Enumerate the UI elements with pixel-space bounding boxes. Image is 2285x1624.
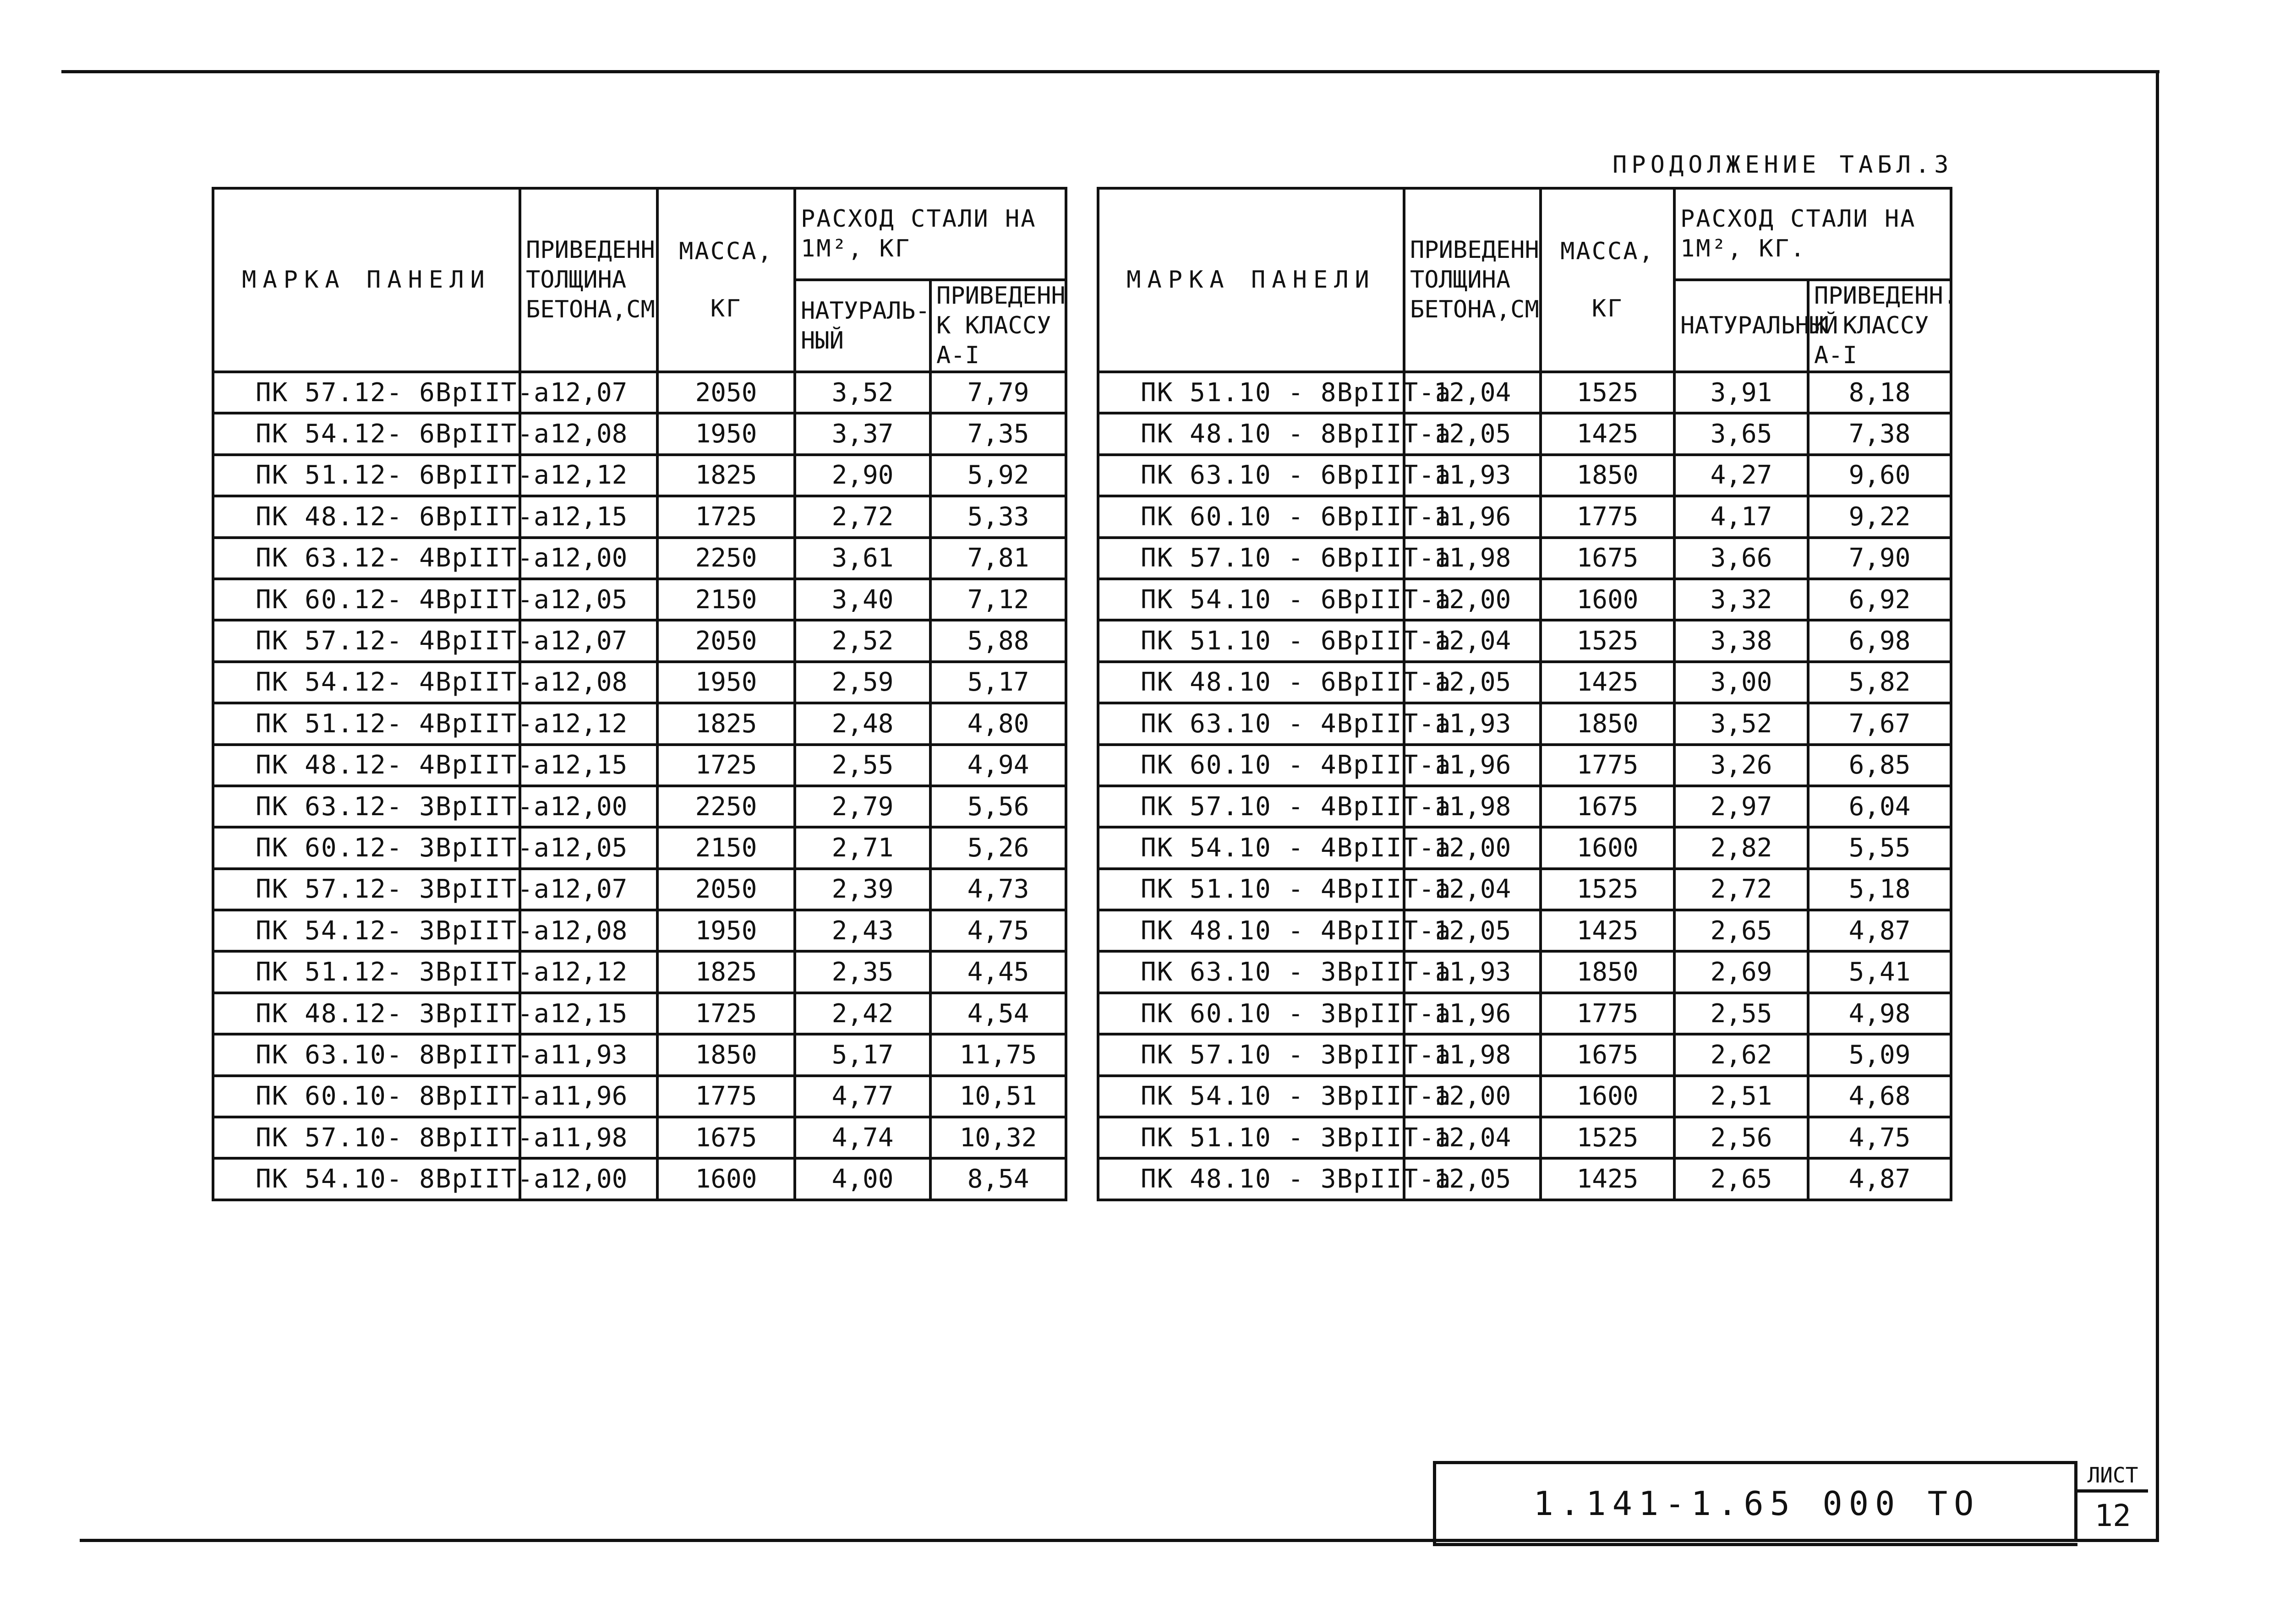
header-massa-label: МАССА,	[679, 237, 773, 265]
mass-cell: 1425	[1541, 413, 1674, 454]
table-row	[1098, 496, 1951, 537]
mass-cell: 1675	[1541, 786, 1674, 827]
thickness-cell: 12,04	[1404, 372, 1541, 413]
table-row	[213, 372, 1066, 413]
table-row	[213, 1076, 1066, 1117]
steel-natural-cell: 2,55	[795, 745, 930, 786]
steel-natural-cell: 2,65	[1674, 1158, 1808, 1199]
sheet-label: ЛИСТ	[2077, 1461, 2148, 1493]
table-row	[1098, 1158, 1951, 1199]
steel-reduced-cell: 5,82	[1808, 662, 1951, 703]
steel-natural-cell: 2,62	[1674, 1034, 1808, 1075]
steel-natural-cell: 2,65	[1674, 910, 1808, 951]
table-row	[213, 703, 1066, 744]
thickness-cell: 12,15	[520, 745, 657, 786]
mass-cell: 1950	[657, 662, 795, 703]
panel-mark-cell: ПК 63.10 - 3ВрIIТ-а	[1098, 951, 1404, 992]
panel-mark-cell: ПК 51.12- 3ВрIIТ-а	[213, 951, 520, 992]
thickness-cell: 12,04	[1404, 1117, 1541, 1158]
panel-mark-cell: ПК 48.12- 6ВрIIТ-а	[213, 496, 520, 537]
steel-reduced-cell: 6,85	[1808, 745, 1951, 786]
mass-cell: 1425	[1541, 910, 1674, 951]
mass-cell: 1675	[1541, 1034, 1674, 1075]
steel-natural-cell: 3,52	[795, 372, 930, 413]
mass-cell: 2050	[657, 372, 795, 413]
panel-mark-cell: ПК 48.10 - 6ВрIIТ-а	[1098, 662, 1404, 703]
steel-reduced-cell: 4,98	[1808, 993, 1951, 1034]
panel-mark-cell: ПК 63.12- 3ВрIIТ-а	[213, 786, 520, 827]
panel-mark-cell: ПК 54.12- 3ВрIIТ-а	[213, 910, 520, 951]
table-row	[1098, 869, 1951, 910]
table-row	[1098, 662, 1951, 703]
left-table	[212, 187, 1067, 1201]
title-block-code: 1.141-1.65 000 ТО	[1433, 1461, 2077, 1546]
table-caption: ПРОДОЛЖЕНИЕ ТАБЛ.3	[1613, 151, 1953, 179]
table-row	[213, 827, 1066, 868]
panel-mark-cell: ПК 57.10 - 4ВрIIТ-а	[1098, 786, 1404, 827]
header-naturalny: НАТУРАЛЬНЫЙ	[1674, 280, 1808, 372]
mass-cell: 1850	[1541, 951, 1674, 992]
steel-reduced-cell: 10,32	[930, 1117, 1066, 1158]
panel-mark-cell: ПК 51.12- 4ВрIIТ-а	[213, 703, 520, 744]
header-naturalny: НАТУРАЛЬ-НЫЙ	[795, 280, 930, 372]
panel-mark-cell: ПК 48.12- 3ВрIIТ-а	[213, 993, 520, 1034]
steel-reduced-cell: 4,54	[930, 993, 1066, 1034]
steel-reduced-cell: 5,41	[1808, 951, 1951, 992]
table-row	[213, 993, 1066, 1034]
table-row	[1098, 413, 1951, 454]
thickness-cell: 11,93	[1404, 455, 1541, 496]
steel-natural-cell: 4,27	[1674, 455, 1808, 496]
steel-natural-cell: 3,52	[1674, 703, 1808, 744]
mass-cell: 1825	[657, 951, 795, 992]
steel-reduced-cell: 8,18	[1808, 372, 1951, 413]
steel-natural-cell: 2,43	[795, 910, 930, 951]
steel-reduced-cell: 8,54	[930, 1158, 1066, 1199]
mass-cell: 1825	[657, 703, 795, 744]
steel-natural-cell: 4,00	[795, 1158, 930, 1199]
steel-reduced-cell: 11,75	[930, 1034, 1066, 1075]
table-row	[213, 745, 1066, 786]
thickness-cell: 12,04	[1404, 869, 1541, 910]
steel-natural-cell: 2,35	[795, 951, 930, 992]
mass-cell: 1675	[657, 1117, 795, 1158]
steel-reduced-cell: 5,09	[1808, 1034, 1951, 1075]
frame-right-line	[2156, 70, 2159, 1540]
mass-cell: 1775	[1541, 496, 1674, 537]
panel-mark-cell: ПК 63.10 - 4ВрIIТ-а	[1098, 703, 1404, 744]
header-marka: МАРКА ПАНЕЛИ	[213, 188, 520, 372]
steel-reduced-cell: 5,33	[930, 496, 1066, 537]
steel-reduced-cell: 7,90	[1808, 538, 1951, 579]
steel-reduced-cell: 5,92	[930, 455, 1066, 496]
panel-mark-cell: ПК 51.10 - 6ВрIIТ-а	[1098, 620, 1404, 661]
steel-natural-cell: 2,71	[795, 827, 930, 868]
mass-cell: 1725	[657, 496, 795, 537]
table-row	[1098, 455, 1951, 496]
thickness-cell: 12,07	[520, 869, 657, 910]
table-row	[1098, 993, 1951, 1034]
mass-cell: 1600	[1541, 1076, 1674, 1117]
panel-mark-cell: ПК 51.10 - 4ВрIIТ-а	[1098, 869, 1404, 910]
table-row	[213, 579, 1066, 620]
mass-cell: 1600	[1541, 827, 1674, 868]
thickness-cell: 12,00	[1404, 827, 1541, 868]
table-row	[213, 455, 1066, 496]
mass-cell: 1600	[1541, 579, 1674, 620]
mass-cell: 2050	[657, 620, 795, 661]
mass-cell: 1950	[657, 413, 795, 454]
header-massa	[1541, 188, 1674, 372]
mass-cell: 1525	[1541, 869, 1674, 910]
steel-natural-cell: 2,42	[795, 993, 930, 1034]
right-table	[1097, 187, 1958, 1201]
table-row	[213, 1158, 1066, 1199]
panel-mark-cell: ПК 54.10 - 3ВрIIТ-а	[1098, 1076, 1404, 1117]
steel-natural-cell: 2,39	[795, 869, 930, 910]
panel-mark-cell: ПК 60.10- 8ВрIIТ-а	[213, 1076, 520, 1117]
steel-reduced-cell: 4,87	[1808, 910, 1951, 951]
steel-reduced-cell: 5,56	[930, 786, 1066, 827]
steel-natural-cell: 2,51	[1674, 1076, 1808, 1117]
panel-mark-cell: ПК 54.10 - 4ВрIIТ-а	[1098, 827, 1404, 868]
table-row	[213, 662, 1066, 703]
panel-mark-cell: ПК 60.10 - 4ВрIIТ-а	[1098, 745, 1404, 786]
mass-cell: 2250	[657, 786, 795, 827]
thickness-cell: 12,07	[520, 372, 657, 413]
header-massa	[657, 188, 795, 372]
steel-reduced-cell: 5,55	[1808, 827, 1951, 868]
panel-mark-cell: ПК 57.10- 8ВрIIТ-а	[213, 1117, 520, 1158]
steel-natural-cell: 2,59	[795, 662, 930, 703]
thickness-cell: 12,07	[520, 620, 657, 661]
mass-cell: 1775	[1541, 745, 1674, 786]
thickness-cell: 11,96	[1404, 745, 1541, 786]
table-row	[213, 786, 1066, 827]
steel-natural-cell: 2,97	[1674, 786, 1808, 827]
thickness-cell: 12,00	[1404, 1076, 1541, 1117]
header-tolshchina: ПРИВЕДЕНН ТОЛЩИНА БЕТОНА,СМ	[1404, 188, 1541, 372]
header-privedenny: ПРИВЕДЕНН. К КЛАССУ А-I	[1808, 280, 1951, 372]
thickness-cell: 11,96	[1404, 496, 1541, 537]
table-row	[213, 620, 1066, 661]
steel-reduced-cell: 6,92	[1808, 579, 1951, 620]
header-massa-unit: КГ	[1591, 294, 1624, 322]
frame-top-line	[61, 70, 2159, 73]
mass-cell: 1850	[657, 1034, 795, 1075]
thickness-cell: 12,08	[520, 413, 657, 454]
steel-reduced-cell: 4,45	[930, 951, 1066, 992]
panel-mark-cell: ПК 51.10 - 8ВрIIТ-а	[1098, 372, 1404, 413]
thickness-cell: 12,00	[1404, 579, 1541, 620]
steel-natural-cell: 2,72	[1674, 869, 1808, 910]
steel-natural-cell: 3,37	[795, 413, 930, 454]
panel-mark-cell: ПК 63.12- 4ВрIIТ-а	[213, 538, 520, 579]
thickness-cell: 12,15	[520, 496, 657, 537]
steel-reduced-cell: 7,35	[930, 413, 1066, 454]
mass-cell: 1850	[1541, 455, 1674, 496]
steel-natural-cell: 3,65	[1674, 413, 1808, 454]
header-marka: МАРКА ПАНЕЛИ	[1098, 188, 1404, 372]
steel-reduced-cell: 7,12	[930, 579, 1066, 620]
thickness-cell: 11,98	[1404, 538, 1541, 579]
table-row	[213, 1117, 1066, 1158]
panel-mark-cell: ПК 57.12- 6ВрIIТ-а	[213, 372, 520, 413]
steel-reduced-cell: 7,67	[1808, 703, 1951, 744]
steel-reduced-cell: 9,60	[1808, 455, 1951, 496]
steel-natural-cell: 4,74	[795, 1117, 930, 1158]
table-row	[1098, 951, 1951, 992]
mass-cell: 1600	[657, 1158, 795, 1199]
steel-natural-cell: 3,91	[1674, 372, 1808, 413]
table-row	[1098, 538, 1951, 579]
table-row	[1098, 1034, 1951, 1075]
steel-reduced-cell: 5,26	[930, 827, 1066, 868]
panel-mark-cell: ПК 54.12- 4ВрIIТ-а	[213, 662, 520, 703]
steel-natural-cell: 2,56	[1674, 1117, 1808, 1158]
steel-reduced-cell: 7,81	[930, 538, 1066, 579]
thickness-cell: 11,96	[520, 1076, 657, 1117]
thickness-cell: 11,93	[520, 1034, 657, 1075]
mass-cell: 1425	[1541, 662, 1674, 703]
mass-cell: 2150	[657, 579, 795, 620]
thickness-cell: 12,04	[1404, 620, 1541, 661]
panel-mark-cell: ПК 57.10 - 6ВрIIТ-а	[1098, 538, 1404, 579]
panel-mark-cell: ПК 48.10 - 4ВрIIТ-а	[1098, 910, 1404, 951]
thickness-cell: 11,98	[520, 1117, 657, 1158]
mass-cell: 2250	[657, 538, 795, 579]
thickness-cell: 12,12	[520, 951, 657, 992]
header-privedenny: ПРИВЕДЕНН К КЛАССУ А-I	[930, 280, 1066, 372]
panel-mark-cell: ПК 48.12- 4ВрIIТ-а	[213, 745, 520, 786]
steel-reduced-cell: 6,04	[1808, 786, 1951, 827]
sheet-box	[2074, 1461, 2148, 1540]
steel-reduced-cell: 5,88	[930, 620, 1066, 661]
steel-natural-cell: 3,61	[795, 538, 930, 579]
steel-natural-cell: 2,69	[1674, 951, 1808, 992]
steel-natural-cell: 3,38	[1674, 620, 1808, 661]
steel-natural-cell: 3,00	[1674, 662, 1808, 703]
thickness-cell: 12,00	[520, 538, 657, 579]
panel-mark-cell: ПК 60.10 - 6ВрIIТ-а	[1098, 496, 1404, 537]
steel-reduced-cell: 7,79	[930, 372, 1066, 413]
steel-reduced-cell: 4,94	[930, 745, 1066, 786]
thickness-cell: 12,05	[1404, 1158, 1541, 1199]
left-table-body	[213, 372, 1066, 1200]
table-row	[1098, 372, 1951, 413]
table-row	[1098, 620, 1951, 661]
steel-reduced-cell: 4,80	[930, 703, 1066, 744]
steel-natural-cell: 3,40	[795, 579, 930, 620]
mass-cell: 1825	[657, 455, 795, 496]
table-row	[1098, 786, 1951, 827]
panel-mark-cell: ПК 54.12- 6ВрIIТ-а	[213, 413, 520, 454]
steel-reduced-cell: 4,68	[1808, 1076, 1951, 1117]
mass-cell: 2050	[657, 869, 795, 910]
table-row	[1098, 827, 1951, 868]
steel-natural-cell: 2,82	[1674, 827, 1808, 868]
thickness-cell: 11,93	[1404, 703, 1541, 744]
header-raskhod: РАСХОД СТАЛИ НА 1М², КГ	[795, 188, 1066, 280]
thickness-cell: 12,05	[520, 827, 657, 868]
steel-reduced-cell: 6,98	[1808, 620, 1951, 661]
mass-cell: 1950	[657, 910, 795, 951]
thickness-cell: 12,00	[520, 786, 657, 827]
table-row	[213, 538, 1066, 579]
steel-reduced-cell: 9,22	[1808, 496, 1951, 537]
table-row	[1098, 1076, 1951, 1117]
panel-mark-cell: ПК 51.12- 6ВрIIТ-а	[213, 455, 520, 496]
panel-mark-cell: ПК 54.10 - 6ВрIIТ-а	[1098, 579, 1404, 620]
panel-mark-cell: ПК 51.10 - 3ВрIIТ-а	[1098, 1117, 1404, 1158]
table-row	[1098, 703, 1951, 744]
mass-cell: 1775	[657, 1076, 795, 1117]
thickness-cell: 12,05	[520, 579, 657, 620]
panel-mark-cell: ПК 60.10 - 3ВрIIТ-а	[1098, 993, 1404, 1034]
table-row	[1098, 1117, 1951, 1158]
table-row	[213, 951, 1066, 992]
steel-reduced-cell: 5,17	[930, 662, 1066, 703]
panel-mark-cell: ПК 48.10 - 3ВрIIТ-а	[1098, 1158, 1404, 1199]
mass-cell: 1775	[1541, 993, 1674, 1034]
table-row	[1098, 910, 1951, 951]
table-row	[213, 496, 1066, 537]
thickness-cell: 12,08	[520, 910, 657, 951]
mass-cell: 1525	[1541, 620, 1674, 661]
steel-reduced-cell: 10,51	[930, 1076, 1066, 1117]
thickness-cell: 12,12	[520, 455, 657, 496]
steel-reduced-cell: 4,73	[930, 869, 1066, 910]
steel-natural-cell: 2,79	[795, 786, 930, 827]
panel-mark-cell: ПК 60.12- 4ВрIIТ-а	[213, 579, 520, 620]
thickness-cell: 12,05	[1404, 910, 1541, 951]
mass-cell: 1725	[657, 745, 795, 786]
panel-mark-cell: ПК 57.12- 3ВрIIТ-а	[213, 869, 520, 910]
thickness-cell: 12,12	[520, 703, 657, 744]
header-tolshchina: ПРИВЕДЕНН ТОЛЩИНА БЕТОНА,СМ	[520, 188, 657, 372]
steel-natural-cell: 2,72	[795, 496, 930, 537]
mass-cell: 1525	[1541, 1117, 1674, 1158]
table-row	[1098, 745, 1951, 786]
thickness-cell: 12,00	[520, 1158, 657, 1199]
thickness-cell: 11,98	[1404, 1034, 1541, 1075]
steel-natural-cell: 2,55	[1674, 993, 1808, 1034]
steel-reduced-cell: 4,87	[1808, 1158, 1951, 1199]
steel-reduced-cell: 7,38	[1808, 413, 1951, 454]
steel-natural-cell: 2,52	[795, 620, 930, 661]
steel-natural-cell: 2,90	[795, 455, 930, 496]
steel-natural-cell: 3,66	[1674, 538, 1808, 579]
steel-natural-cell: 5,17	[795, 1034, 930, 1075]
steel-reduced-cell: 4,75	[1808, 1117, 1951, 1158]
table-row	[1098, 579, 1951, 620]
thickness-cell: 11,93	[1404, 951, 1541, 992]
right-table-body	[1098, 372, 1951, 1200]
mass-cell: 1525	[1541, 372, 1674, 413]
mass-cell: 2150	[657, 827, 795, 868]
header-massa-label: МАССА,	[1560, 237, 1655, 265]
thickness-cell: 11,96	[1404, 993, 1541, 1034]
mass-cell: 1725	[657, 993, 795, 1034]
header-raskhod: РАСХОД СТАЛИ НА 1М², КГ.	[1674, 188, 1951, 280]
steel-natural-cell: 3,26	[1674, 745, 1808, 786]
table-row	[213, 910, 1066, 951]
steel-natural-cell: 2,48	[795, 703, 930, 744]
steel-reduced-cell: 4,75	[930, 910, 1066, 951]
thickness-cell: 11,98	[1404, 786, 1541, 827]
thickness-cell: 12,05	[1404, 413, 1541, 454]
panel-mark-cell: ПК 63.10- 8ВрIIТ-а	[213, 1034, 520, 1075]
thickness-cell: 12,05	[1404, 662, 1541, 703]
sheet-number: 12	[2094, 1498, 2131, 1533]
table-row	[213, 1034, 1066, 1075]
steel-natural-cell: 4,77	[795, 1076, 930, 1117]
thickness-cell: 12,08	[520, 662, 657, 703]
header-massa-unit: КГ	[710, 294, 742, 322]
steel-natural-cell: 4,17	[1674, 496, 1808, 537]
table-row	[213, 413, 1066, 454]
panel-mark-cell: ПК 57.12- 4ВрIIТ-а	[213, 620, 520, 661]
panel-mark-cell: ПК 60.12- 3ВрIIТ-а	[213, 827, 520, 868]
panel-mark-cell: ПК 48.10 - 8ВрIIТ-а	[1098, 413, 1404, 454]
steel-reduced-cell: 5,18	[1808, 869, 1951, 910]
mass-cell: 1425	[1541, 1158, 1674, 1199]
thickness-cell: 12,15	[520, 993, 657, 1034]
panel-mark-cell: ПК 57.10 - 3ВрIIТ-а	[1098, 1034, 1404, 1075]
table-row	[213, 869, 1066, 910]
mass-cell: 1675	[1541, 538, 1674, 579]
panel-mark-cell: ПК 54.10- 8ВрIIТ-а	[213, 1158, 520, 1199]
steel-natural-cell: 3,32	[1674, 579, 1808, 620]
panel-mark-cell: ПК 63.10 - 6ВрIIТ-а	[1098, 455, 1404, 496]
mass-cell: 1850	[1541, 703, 1674, 744]
